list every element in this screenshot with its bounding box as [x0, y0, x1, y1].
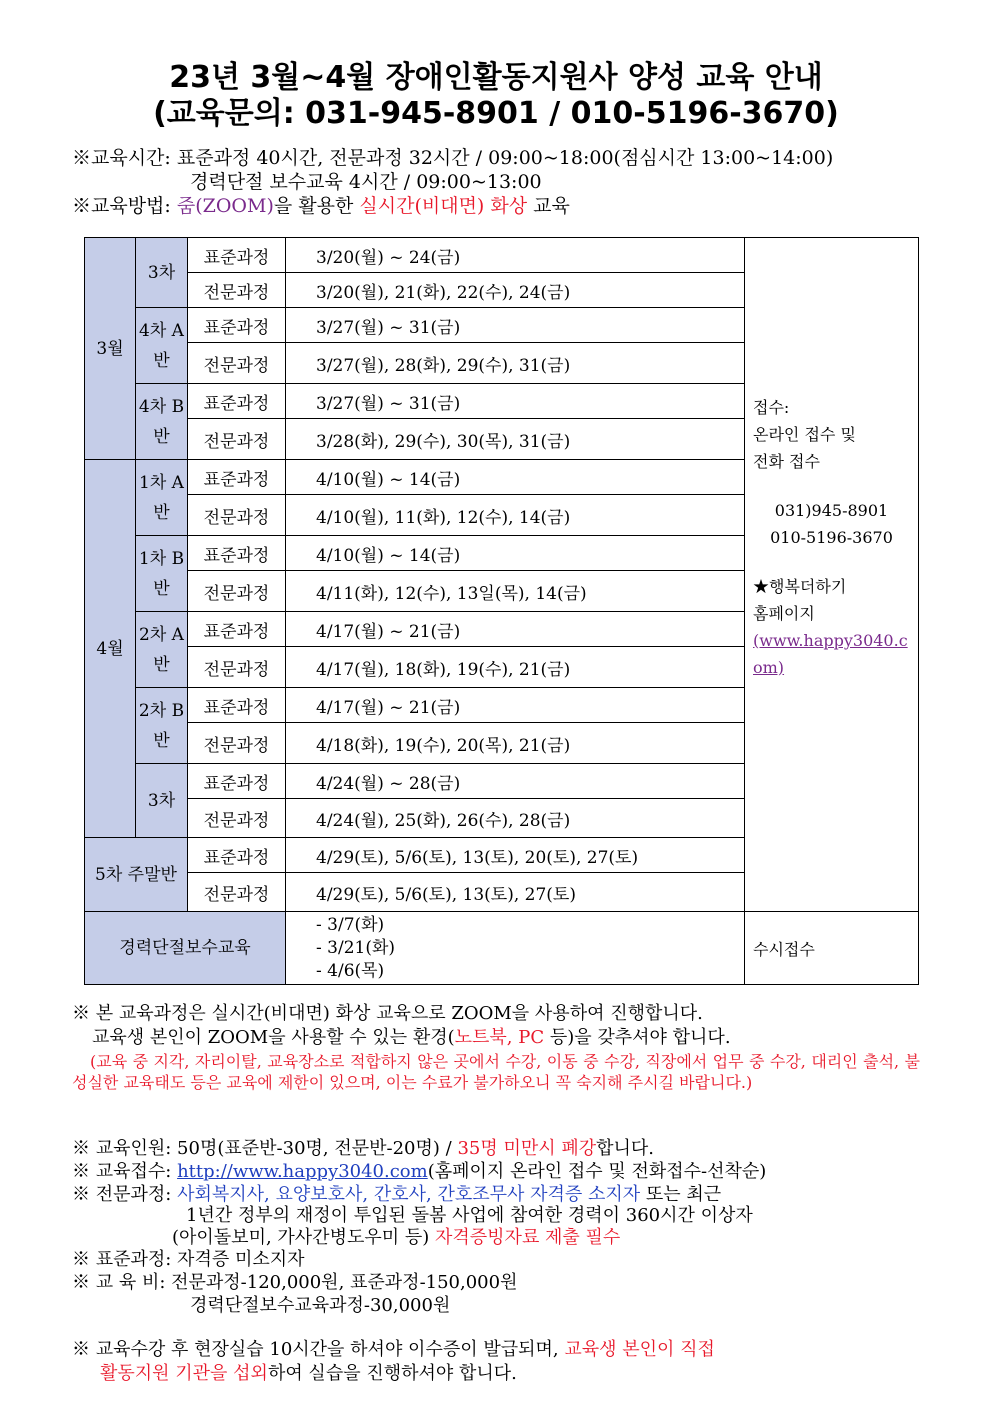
notice-line2-end: 등)을 갖추셔야 합니다. — [549, 1027, 731, 1048]
reg-phone1: 031)945-8901 — [774, 501, 889, 520]
time-label: ※교육시간: — [72, 147, 171, 169]
capacity-end: 합니다. — [596, 1138, 655, 1159]
registration-label: ※ 교육접수: — [72, 1161, 172, 1182]
course-name: 표준과정 — [188, 764, 286, 799]
course-name: 전문과정 — [188, 723, 286, 764]
course-date: 4/29(토), 5/6(토), 13(토), 20(토), 27(토) — [286, 838, 745, 873]
professional-proof: 자격증빙자료 제출 필수 — [435, 1227, 621, 1248]
group-name: 3차 — [136, 764, 188, 838]
group-name: 1차 B반 — [136, 536, 188, 612]
course-name: 표준과정 — [188, 688, 286, 723]
month-april: 4월 — [85, 460, 136, 838]
fee-line2: 경력단절보수교육과정-30,000원 — [190, 1295, 451, 1316]
method-live: 실시간(비대면) 화상 — [359, 195, 528, 217]
registration-method: (홈페이지 온라인 접수 및 전화접수-선착순) — [427, 1161, 767, 1182]
course-date: 4/11(화), 12(수), 13일(목), 14(금) — [286, 571, 745, 612]
method-label: ※교육방법: — [72, 195, 171, 217]
reg-line2: 전화 접수 — [753, 452, 820, 471]
homepage-link[interactable]: (www.happy3040.com) — [753, 631, 908, 677]
course-name: 표준과정 — [188, 384, 286, 419]
course-date: 4/10(월), 11(화), 12(수), 14(금) — [286, 495, 745, 536]
reg-home: 홈페이지 — [753, 604, 815, 623]
registration-url-link[interactable]: http://www.happy3040.com — [177, 1161, 428, 1182]
course-name: 표준과정 — [188, 612, 286, 647]
page-title: 23년 3월~4월 장애인활동지원사 양성 교육 안내 — [169, 60, 823, 95]
course-date: 4/17(월), 18(화), 19(수), 21(금) — [286, 647, 745, 688]
notice-line1: ※ 본 교육과정은 실시간(비대면) 화상 교육으로 ZOOM을 사용하여 진행합니다. — [72, 1003, 703, 1024]
table-row — [85, 238, 919, 273]
group-name: 3차 — [136, 238, 188, 308]
education-method — [72, 191, 570, 218]
capacity-text: ※ 교육인원: 50명(표준반-30명, 전문반-20명) / — [72, 1138, 452, 1159]
course-name: 전문과정 — [188, 273, 286, 308]
group-name: 4차 B반 — [136, 384, 188, 460]
course-name: 표준과정 — [188, 308, 286, 343]
course-name: 전문과정 — [188, 343, 286, 384]
professional-or: 또는 최근 — [645, 1184, 722, 1205]
course-date: 4/18(화), 19(수), 20(목), 21(금) — [286, 723, 745, 764]
returning-date: - 3/7(화) — [316, 914, 385, 935]
reg-star: ★행복더하기 — [753, 577, 847, 596]
practice-text: ※ 교육수강 후 현장실습 10시간을 하셔야 이수증이 발급되며, — [72, 1339, 559, 1360]
practice-line2 — [100, 1359, 517, 1385]
professional-examples: (아이돌보미, 가사간병도우미 등) — [172, 1227, 430, 1248]
practice-self: 교육생 본인이 직접 — [564, 1339, 715, 1360]
notice-devices: 노트북, PC — [454, 1027, 545, 1048]
group-name: 5차 주말반 — [85, 838, 188, 912]
course-date: 3/20(월), 21(화), 22(수), 24(금) — [286, 273, 745, 308]
group-name: 1차 A반 — [136, 460, 188, 536]
time-line1: 표준과정 40시간, 전문과정 32시간 / 09:00~18:00(점심시간 13:00~14:00) — [176, 147, 834, 169]
course-date: 4/24(월), 25(화), 26(수), 28(금) — [286, 799, 745, 838]
standard-line: ※ 표준과정: 자격증 미소지자 — [72, 1249, 305, 1270]
group-name: 2차 B반 — [136, 688, 188, 764]
course-name: 표준과정 — [188, 460, 286, 495]
returning-dates — [286, 912, 745, 985]
professional-line2: 1년간 정부의 재정이 투입된 돌봄 사업에 참여한 경력이 360시간 이상자 — [186, 1205, 753, 1226]
reg-line: 온라인 접수 및 — [753, 425, 856, 444]
table-row — [85, 912, 919, 985]
course-name: 전문과정 — [188, 419, 286, 460]
practice-institution: 활동지원 기관을 섭외 — [100, 1363, 268, 1384]
attendance-warning: (교육 중 지각, 자리이탈, 교육장소로 적합하지 않은 곳에서 수강, 이동 중 수강, 직장에서 업무 중 수강, 대리인 출석, 불성실한 교육태도 등은 교육에 제한이 있으며, 이는 수료가 불가하오니 꼭 숙지해 주시길 바랍니다.) — [72, 1052, 920, 1092]
course-date: 4/17(월) ~ 21(금) — [286, 688, 745, 723]
course-date: 3/27(월), 28(화), 29(수), 31(금) — [286, 343, 745, 384]
reg-label: 접수: — [753, 398, 790, 417]
reg-phone2: 010-5196-3670 — [770, 528, 893, 547]
course-date: 4/17(월) ~ 21(금) — [286, 612, 745, 647]
inquiry-contact: (교육문의: 031-945-8901 / 010-5196-3670) — [153, 96, 839, 131]
returning-date: - 3/21(화) — [316, 937, 396, 958]
course-date: 4/29(토), 5/6(토), 13(토), 27(토) — [286, 873, 745, 912]
course-date: 4/10(월) ~ 14(금) — [286, 536, 745, 571]
course-date: 4/10(월) ~ 14(금) — [286, 460, 745, 495]
returning-label: 경력단절보수교육 — [85, 912, 286, 985]
professional-label: ※ 전문과정: — [72, 1184, 172, 1205]
course-date: 3/27(월) ~ 31(금) — [286, 308, 745, 343]
method-end: 교육 — [533, 195, 570, 217]
group-name: 2차 A반 — [136, 612, 188, 688]
method-zoom: 줌(ZOOM) — [176, 195, 274, 217]
notice-line2-start: 교육생 본인이 ZOOM을 사용할 수 있는 환경( — [92, 1027, 455, 1048]
course-date: 3/27(월) ~ 31(금) — [286, 384, 745, 419]
practice-line1 — [72, 1335, 715, 1361]
capacity-cancel: 35명 미만시 폐강 — [457, 1138, 597, 1159]
course-name: 전문과정 — [188, 873, 286, 912]
education-time — [72, 143, 833, 170]
schedule-table — [84, 237, 919, 985]
course-name: 표준과정 — [188, 838, 286, 873]
course-date: 4/24(월) ~ 28(금) — [286, 764, 745, 799]
course-name: 전문과정 — [188, 495, 286, 536]
course-name: 표준과정 — [188, 536, 286, 571]
notice-line2 — [92, 1026, 942, 1049]
course-name: 전문과정 — [188, 571, 286, 612]
course-date: 3/28(화), 29(수), 30(목), 31(금) — [286, 419, 745, 460]
course-name: 전문과정 — [188, 647, 286, 688]
time-line2: 경력단절 보수교육 4시간 / 09:00~13:00 — [190, 171, 542, 193]
course-name: 전문과정 — [188, 799, 286, 838]
course-date: 3/20(월) ~ 24(금) — [286, 238, 745, 273]
registration-info — [745, 238, 919, 912]
returning-registration: 수시접수 — [745, 912, 919, 985]
method-mid: 을 활용한 — [273, 195, 354, 217]
course-name: 표준과정 — [188, 238, 286, 273]
group-name: 4차 A반 — [136, 308, 188, 384]
practice-end: 하여 실습을 진행하셔야 합니다. — [267, 1363, 517, 1384]
month-march: 3월 — [85, 238, 136, 460]
fee-line1: ※ 교 육 비: 전문과정-120,000원, 표준과정-150,000원 — [72, 1272, 518, 1293]
returning-date: - 4/6(목) — [316, 960, 385, 981]
professional-licenses: 사회복지사, 요양보호사, 간호사, 간호조무사 자격증 소지자 — [177, 1184, 641, 1205]
